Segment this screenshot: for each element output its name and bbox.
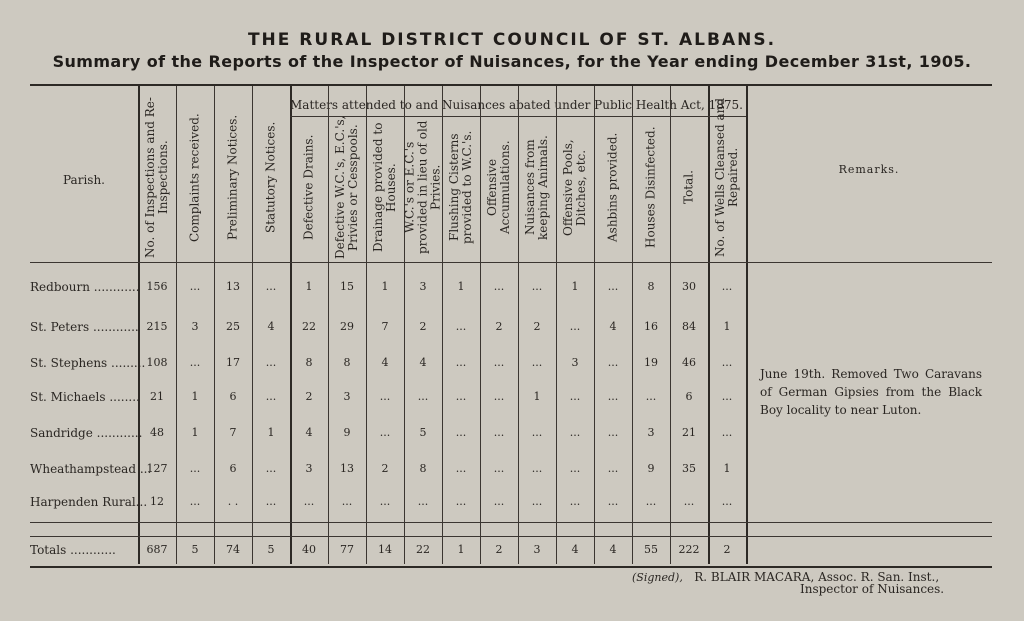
table-cell: 4 bbox=[419, 356, 427, 369]
table-cell: 3 bbox=[419, 280, 427, 293]
table-cell: 1 bbox=[533, 390, 541, 403]
table-cell: ... bbox=[569, 495, 581, 508]
parish-name: St. Michaels ........ bbox=[30, 390, 140, 404]
table-cell: 1 bbox=[457, 543, 465, 556]
table-cell: ... bbox=[569, 390, 581, 403]
table-cell: ... bbox=[493, 462, 505, 475]
table-cell: ... bbox=[721, 280, 733, 293]
table-cell: ... bbox=[645, 390, 657, 403]
table-cell: ... bbox=[721, 495, 733, 508]
table-cell: 16 bbox=[644, 320, 658, 333]
table-cell: 7 bbox=[229, 426, 237, 439]
parish-name: Wheathampstead ... bbox=[30, 462, 152, 476]
table-cell: ... bbox=[683, 495, 695, 508]
table-cell: ... bbox=[379, 390, 391, 403]
group-header: Matters attended to and Nuisances abated under Public Health Act, 1875. bbox=[290, 98, 743, 112]
table-cell: 48 bbox=[150, 426, 164, 439]
table-cell: 13 bbox=[340, 462, 354, 475]
table-cell: 3 bbox=[191, 320, 199, 333]
table-cell: 2 bbox=[495, 320, 503, 333]
table-cell: ... bbox=[493, 426, 505, 439]
column-header: Nuisances from keeping Animals. bbox=[523, 135, 550, 240]
signatory-title: Inspector of Nuisances. bbox=[800, 582, 945, 596]
table-cell: 1 bbox=[305, 280, 313, 293]
table-cell: ... bbox=[721, 390, 733, 403]
table-cell: 55 bbox=[644, 543, 658, 556]
table-cell: 46 bbox=[682, 356, 696, 369]
table-cell: 2 bbox=[533, 320, 541, 333]
column-header: No. of Inspections and Re-Inspections. bbox=[143, 97, 170, 258]
table-cell: 13 bbox=[226, 280, 240, 293]
table-cell: ... bbox=[417, 390, 429, 403]
table-cell: ... bbox=[645, 495, 657, 508]
table-cell: ... bbox=[607, 426, 619, 439]
table-cell: 25 bbox=[226, 320, 240, 333]
table-cell: 108 bbox=[146, 356, 168, 369]
table-cell: 7 bbox=[381, 320, 389, 333]
table-cell: 9 bbox=[647, 462, 655, 475]
table-row bbox=[0, 280, 1024, 300]
remarks-text: June 19th. Removed Two Caravans of German Gipsies from the Black Boy locality to near Luton. bbox=[760, 367, 982, 417]
top-rule bbox=[30, 84, 992, 86]
table-cell: 1 bbox=[571, 280, 579, 293]
table-cell: 12 bbox=[150, 495, 164, 508]
table-cell: ... bbox=[493, 356, 505, 369]
table-cell: ... bbox=[569, 320, 581, 333]
table-cell: 215 bbox=[146, 320, 168, 333]
table-cell: ... bbox=[607, 356, 619, 369]
parish-name: Totals ............ bbox=[30, 543, 116, 557]
table-cell: 3 bbox=[305, 462, 313, 475]
table-cell: 1 bbox=[723, 320, 731, 333]
parish-name: Harpenden Rural... bbox=[30, 495, 148, 509]
bottom-rule bbox=[30, 566, 992, 568]
table-cell: ... bbox=[189, 280, 201, 293]
table-cell: 19 bbox=[644, 356, 658, 369]
table-cell: 21 bbox=[150, 390, 164, 403]
table-cell: 6 bbox=[229, 390, 237, 403]
column-header: Flushing Cisterns provided to W.C.'s. bbox=[447, 130, 474, 245]
table-cell: 30 bbox=[682, 280, 696, 293]
table-cell: ... bbox=[455, 356, 467, 369]
column-header: Drainage provided to Houses. bbox=[371, 122, 398, 253]
column-header: Total. bbox=[681, 170, 696, 205]
table-cell: ... bbox=[607, 495, 619, 508]
table-cell: 1 bbox=[191, 390, 199, 403]
column-header: Defective W.C.'s, E.C.'s, Privies or Cesspools. bbox=[333, 115, 360, 260]
table-cell: 127 bbox=[146, 462, 168, 475]
table-cell: ... bbox=[455, 390, 467, 403]
table-cell: 1 bbox=[191, 426, 199, 439]
table-cell: ... bbox=[455, 320, 467, 333]
table-cell: ... bbox=[341, 495, 353, 508]
table-cell: ... bbox=[455, 426, 467, 439]
table-cell: ... bbox=[531, 280, 543, 293]
table-cell: 22 bbox=[416, 543, 430, 556]
table-cell: 22 bbox=[302, 320, 316, 333]
row-rule bbox=[30, 262, 992, 263]
table-cell: 84 bbox=[682, 320, 696, 333]
column-header: Ashbins provided. bbox=[605, 132, 620, 243]
table-cell: 74 bbox=[226, 543, 240, 556]
table-cell: ... bbox=[721, 426, 733, 439]
table-cell: 15 bbox=[340, 280, 354, 293]
table-cell: 8 bbox=[647, 280, 655, 293]
signatory-name: R. BLAIR MACARA, Assoc. R. San. Inst., bbox=[694, 570, 940, 584]
table-cell: 8 bbox=[343, 356, 351, 369]
table-row bbox=[0, 462, 1024, 482]
table-cell: ... bbox=[531, 495, 543, 508]
table-cell: 687 bbox=[146, 543, 168, 556]
table-cell: ... bbox=[455, 495, 467, 508]
table-cell: ... bbox=[493, 280, 505, 293]
table-cell: ... bbox=[569, 462, 581, 475]
table-cell: 4 bbox=[305, 426, 313, 439]
table-cell: ... bbox=[607, 280, 619, 293]
column-header: Houses Disinfected. bbox=[643, 126, 658, 249]
table-cell: 35 bbox=[682, 462, 696, 475]
table-row bbox=[0, 320, 1024, 340]
column-header: Preliminary Notices. bbox=[225, 114, 240, 241]
column-header: Offensive Accumulations. bbox=[485, 140, 512, 235]
table-cell: 2 bbox=[381, 462, 389, 475]
table-row bbox=[0, 426, 1024, 446]
table-cell: 5 bbox=[191, 543, 199, 556]
table-cell: ... bbox=[379, 495, 391, 508]
table-cell: 3 bbox=[343, 390, 351, 403]
table-cell: 77 bbox=[340, 543, 354, 556]
table-cell: 6 bbox=[229, 462, 237, 475]
table-cell: ... bbox=[379, 426, 391, 439]
table-cell: ... bbox=[265, 356, 277, 369]
table-cell: 1 bbox=[267, 426, 275, 439]
table-cell: 4 bbox=[267, 320, 275, 333]
table-cell: 5 bbox=[419, 426, 427, 439]
table-cell: ... bbox=[417, 495, 429, 508]
parish-name: St. Stephens ......... bbox=[30, 356, 146, 370]
column-header: W.C.'s or E.C.'s provided in lieu of old Privies. bbox=[402, 120, 443, 255]
table-cell: 6 bbox=[685, 390, 693, 403]
table-cell: 2 bbox=[419, 320, 427, 333]
table-cell: 5 bbox=[267, 543, 275, 556]
table-cell: 2 bbox=[723, 543, 731, 556]
table-cell: ... bbox=[455, 462, 467, 475]
table-row bbox=[0, 543, 1024, 563]
table-cell: ... bbox=[265, 462, 277, 475]
row-rule bbox=[30, 536, 992, 537]
table-cell: ... bbox=[493, 390, 505, 403]
table-cell: ... bbox=[493, 495, 505, 508]
table-cell: ... bbox=[721, 356, 733, 369]
table-cell: ... bbox=[265, 495, 277, 508]
document-title: THE RURAL DISTRICT COUNCIL OF ST. ALBANS. bbox=[247, 30, 777, 50]
column-header: No. of Wells Cleansed and Repaired. bbox=[713, 97, 740, 258]
remarks-header: Remarks. bbox=[838, 163, 900, 176]
table-cell: 8 bbox=[305, 356, 313, 369]
table-cell: ... bbox=[189, 495, 201, 508]
table-cell: ... bbox=[531, 356, 543, 369]
table-cell: 21 bbox=[682, 426, 696, 439]
parish-name: St. Peters ............ bbox=[30, 320, 139, 334]
column-header: Defective Drains. bbox=[301, 134, 316, 241]
table-cell: 4 bbox=[381, 356, 389, 369]
table-cell: ... bbox=[265, 390, 277, 403]
table-cell: . . bbox=[227, 495, 239, 508]
table-cell: ... bbox=[303, 495, 315, 508]
table-cell: 4 bbox=[571, 543, 579, 556]
table-cell: ... bbox=[607, 462, 619, 475]
table-cell: 222 bbox=[678, 543, 700, 556]
table-cell: ... bbox=[569, 426, 581, 439]
row-rule bbox=[30, 522, 992, 523]
table-cell: 2 bbox=[495, 543, 503, 556]
table-cell: 4 bbox=[609, 543, 617, 556]
table-cell: 9 bbox=[343, 426, 351, 439]
table-cell: ... bbox=[189, 356, 201, 369]
table-cell: 8 bbox=[419, 462, 427, 475]
table-cell: ... bbox=[189, 462, 201, 475]
signed-label: (Signed), bbox=[632, 571, 683, 584]
column-header: Offensive Pools, Ditches, etc. bbox=[561, 139, 588, 236]
table-cell: 3 bbox=[533, 543, 541, 556]
table-row bbox=[0, 495, 1024, 515]
table-cell: 3 bbox=[647, 426, 655, 439]
table-cell: 2 bbox=[305, 390, 313, 403]
column-header: Statutory Notices. bbox=[263, 121, 278, 234]
parish-name: Sandridge ............ bbox=[30, 426, 143, 440]
table-cell: 3 bbox=[571, 356, 579, 369]
parish-name: Redbourn ............ bbox=[30, 280, 140, 294]
table-cell: ... bbox=[607, 390, 619, 403]
table-cell: 29 bbox=[340, 320, 354, 333]
table-cell: 4 bbox=[609, 320, 617, 333]
parish-header: Parish. bbox=[63, 173, 105, 187]
table-cell: 1 bbox=[723, 462, 731, 475]
table-cell: ... bbox=[531, 462, 543, 475]
document-subtitle: Summary of the Reports of the Inspector of Nuisances, for the Year ending December 31st, 1905. bbox=[52, 52, 972, 71]
table-cell: 1 bbox=[457, 280, 465, 293]
table-cell: ... bbox=[531, 426, 543, 439]
table-cell: 14 bbox=[378, 543, 392, 556]
table-cell: 1 bbox=[381, 280, 389, 293]
table-cell: 156 bbox=[146, 280, 168, 293]
column-header: Complaints received. bbox=[187, 113, 202, 242]
table-cell: 17 bbox=[226, 356, 240, 369]
table-cell: ... bbox=[265, 280, 277, 293]
table-cell: 40 bbox=[302, 543, 316, 556]
